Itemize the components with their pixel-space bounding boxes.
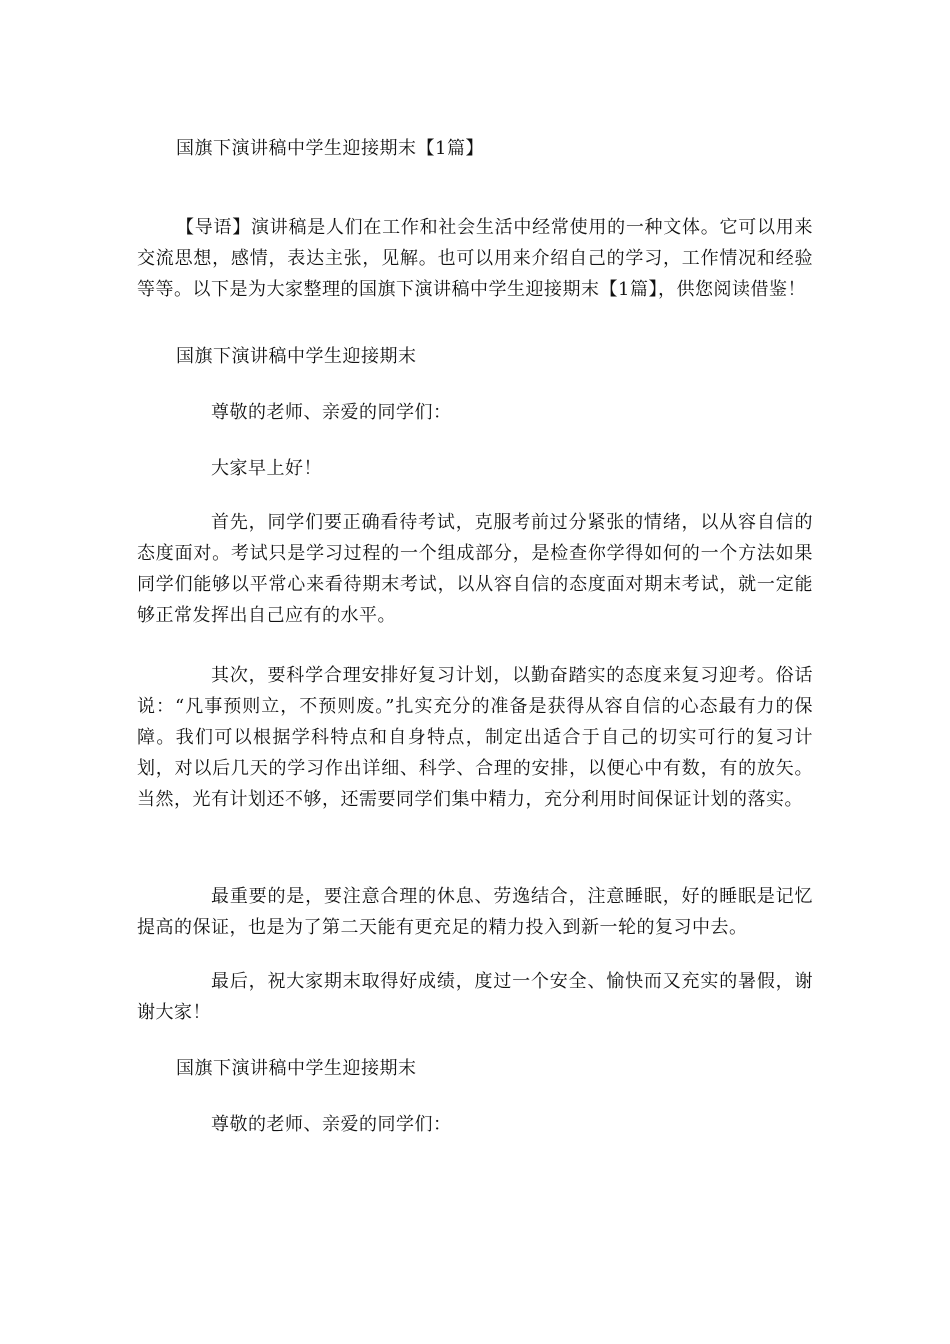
salutation-repeat: 尊敬的老师、亲爱的同学们： xyxy=(211,1114,452,1135)
speech-heading: 国旗下演讲稿中学生迎接期末 xyxy=(176,346,417,367)
speech-heading-repeat: 国旗下演讲稿中学生迎接期末 xyxy=(176,1058,417,1079)
body-paragraph-closing: 最后，祝大家期末取得好成绩，度过一个安全、愉快而又充实的暑假，谢谢大家！ xyxy=(137,971,813,1023)
body-paragraph-second: 其次，要科学合理安排好复习计划，以勤奋踏实的态度来复习迎考。俗话说：“凡事预则立，不预则废。”扎实充分的准备是获得从容自信的心态最有力的保障。我们可以根据学科特点和自身特点，制定出适合于自己的切实可行的复习计划，对以后几天的学习作出详细、科学、合理的安排，以便心中有数，有的放矢。当然，光有计划还不够，还需要同学们集中精力，充分利用时间保证计划的落实。 xyxy=(137,665,813,810)
intro-paragraph: 【导语】演讲稿是人们在工作和社会生活中经常使用的一种文体。它可以用来交流思想，感情，表达主张，见解。也可以用来介绍自己的学习，工作情况和经验等等。以下是为大家整理的国旗下演讲稿中学生迎接期末【1篇】，供您阅读借鉴！ xyxy=(137,217,813,300)
salutation: 尊敬的老师、亲爱的同学们： xyxy=(211,402,452,423)
body-paragraph-third: 最重要的是，要注意合理的休息、劳逸结合，注意睡眠，好的睡眠是记忆提高的保证，也是为了第二天能有更充足的精力投入到新一轮的复习中去。 xyxy=(137,886,813,938)
body-paragraph-first: 首先，同学们要正确看待考试，克服考前过分紧张的情绪，以从容自信的态度面对。考试只是学习过程的一个组成部分，是检查你学得如何的一个方法如果同学们能够以平常心来看待期末考试，以从容自信的态度面对期末考试，就一定能够正常发挥出自己应有的水平。 xyxy=(137,512,813,626)
document-title: 国旗下演讲稿中学生迎接期末【1篇】 xyxy=(176,138,484,159)
greeting: 大家早上好！ xyxy=(211,458,322,479)
